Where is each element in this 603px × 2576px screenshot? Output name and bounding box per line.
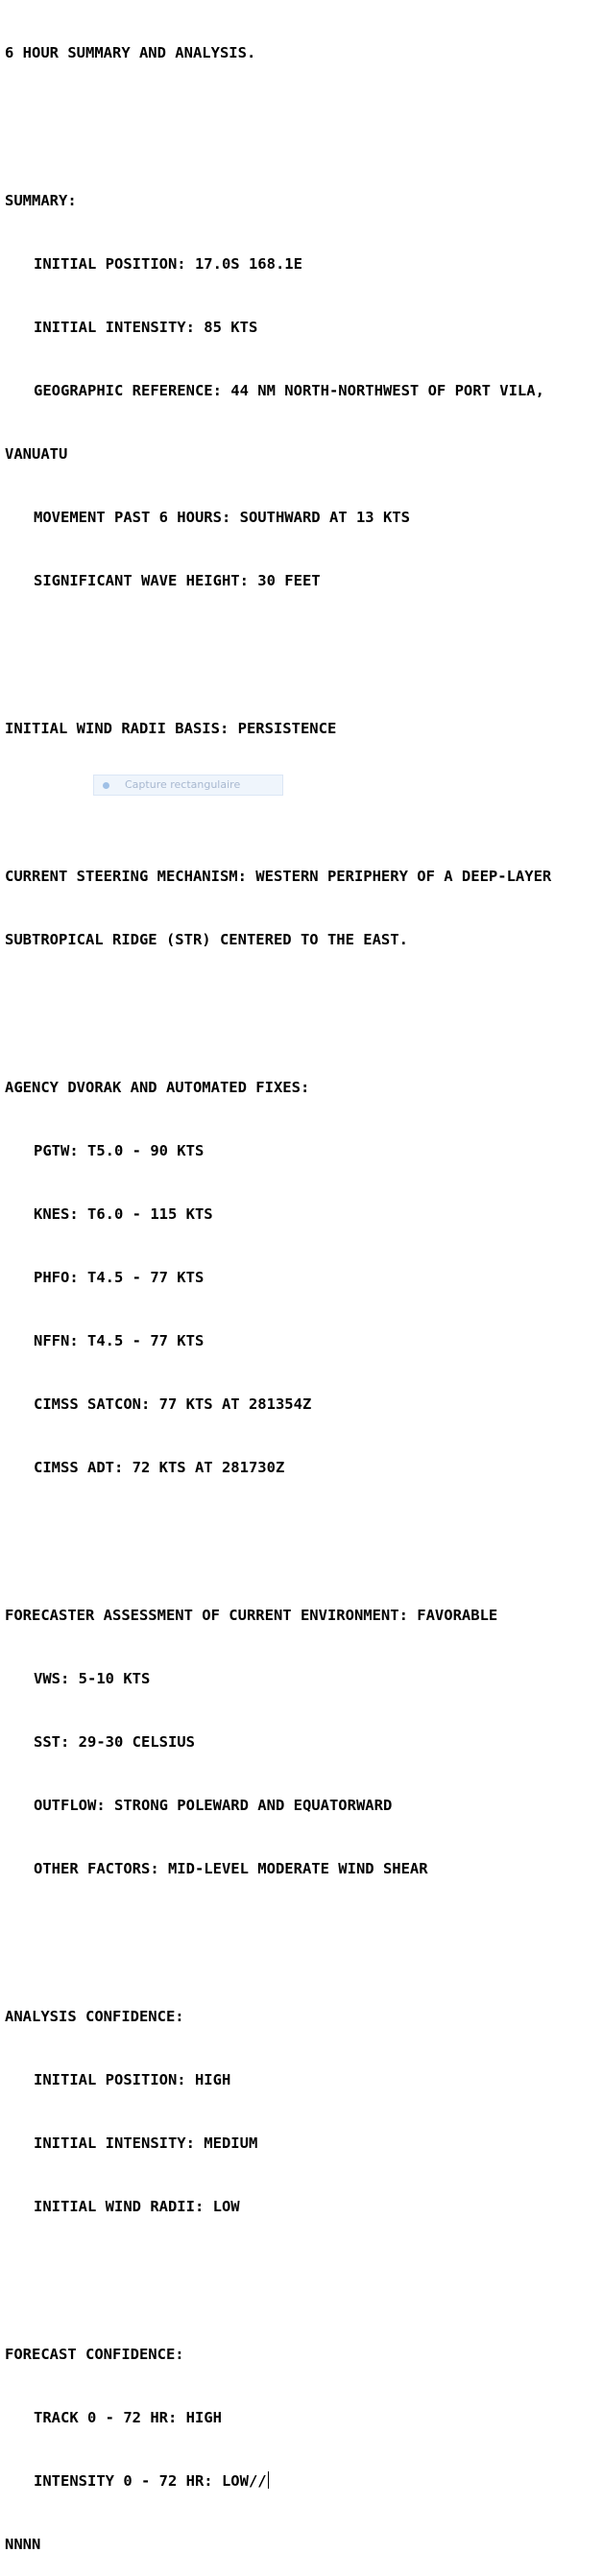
capture-tooltip-label: Capture rectangulaire <box>125 778 241 791</box>
outflow-line: OUTFLOW: STRONG POLEWARD AND EQUATORWARD <box>34 1797 393 1814</box>
blank-line <box>5 1520 600 1541</box>
capture-icon <box>103 782 109 789</box>
document-text <box>5 0 600 2576</box>
text-cursor <box>268 2471 269 2489</box>
document-title: 6 HOUR SUMMARY AND ANALYSIS. <box>5 44 256 61</box>
analysis-wind-radii-line: INITIAL WIND RADII: LOW <box>34 2198 240 2215</box>
dvorak-fix-pgtw: PGTW: T5.0 - 90 KTS <box>34 1142 205 1159</box>
dvorak-fix-phfo: PHFO: T4.5 - 77 KTS <box>34 1269 205 1286</box>
dvorak-fix-satcon: CIMSS SATCON: 77 KTS AT 281354Z <box>34 1395 312 1413</box>
summary-heading: SUMMARY: <box>5 192 77 209</box>
blank-line <box>5 633 600 655</box>
environment-heading: FORECASTER ASSESSMENT OF CURRENT ENVIRONMENT: FAVORABLE <box>5 1607 498 1624</box>
wind-radii-basis-line: INITIAL WIND RADII BASIS: PERSISTENCE <box>5 720 337 737</box>
blank-line <box>5 106 600 127</box>
forecast-confidence-heading: FORECAST CONFIDENCE: <box>5 2346 184 2363</box>
geographic-reference-continuation: VANUATU <box>5 445 68 463</box>
dvorak-heading: AGENCY DVORAK AND AUTOMATED FIXES: <box>5 1079 310 1096</box>
vws-line: VWS: 5-10 KTS <box>34 1670 151 1687</box>
blank-line <box>5 2259 600 2280</box>
dvorak-fix-knes: KNES: T6.0 - 115 KTS <box>34 1205 213 1223</box>
dvorak-fix-nffn: NFFN: T4.5 - 77 KTS <box>34 1332 205 1349</box>
wave-height-line: SIGNIFICANT WAVE HEIGHT: 30 FEET <box>34 572 321 589</box>
blank-line <box>5 992 600 1014</box>
geographic-reference-line: GEOGRAPHIC REFERENCE: 44 NM NORTH-NORTHWEST OF PORT VILA, <box>34 382 544 399</box>
dvorak-fix-adt: CIMSS ADT: 72 KTS AT 281730Z <box>34 1459 285 1476</box>
capture-tooltip[interactable] <box>93 775 283 796</box>
sst-line: SST: 29-30 CELSIUS <box>34 1733 195 1751</box>
blank-line <box>5 1921 600 1943</box>
other-factors-line: OTHER FACTORS: MID-LEVEL MODERATE WIND SHEAR <box>34 1860 428 1877</box>
forecast-track-line: TRACK 0 - 72 HR: HIGH <box>34 2409 222 2426</box>
forecast-intensity-line <box>5 2470 600 2492</box>
analysis-confidence-heading: ANALYSIS CONFIDENCE: <box>5 2008 184 2025</box>
analysis-intensity-line: INITIAL INTENSITY: MEDIUM <box>34 2135 258 2152</box>
forecast-intensity-text: INTENSITY 0 - 72 HR: LOW// <box>34 2472 267 2490</box>
movement-line: MOVEMENT PAST 6 HOURS: SOUTHWARD AT 13 KTS <box>34 509 410 526</box>
initial-intensity-line: INITIAL INTENSITY: 85 KTS <box>34 319 258 336</box>
steering-line-1: CURRENT STEERING MECHANISM: WESTERN PERIPHERY OF A DEEP-LAYER <box>5 868 552 885</box>
steering-line-2: SUBTROPICAL RIDGE (STR) CENTERED TO THE EAST. <box>5 931 408 948</box>
initial-position-line: INITIAL POSITION: 17.0S 168.1E <box>34 255 302 273</box>
analysis-position-line: INITIAL POSITION: HIGH <box>34 2071 231 2088</box>
end-marker: NNNN <box>5 2536 41 2553</box>
